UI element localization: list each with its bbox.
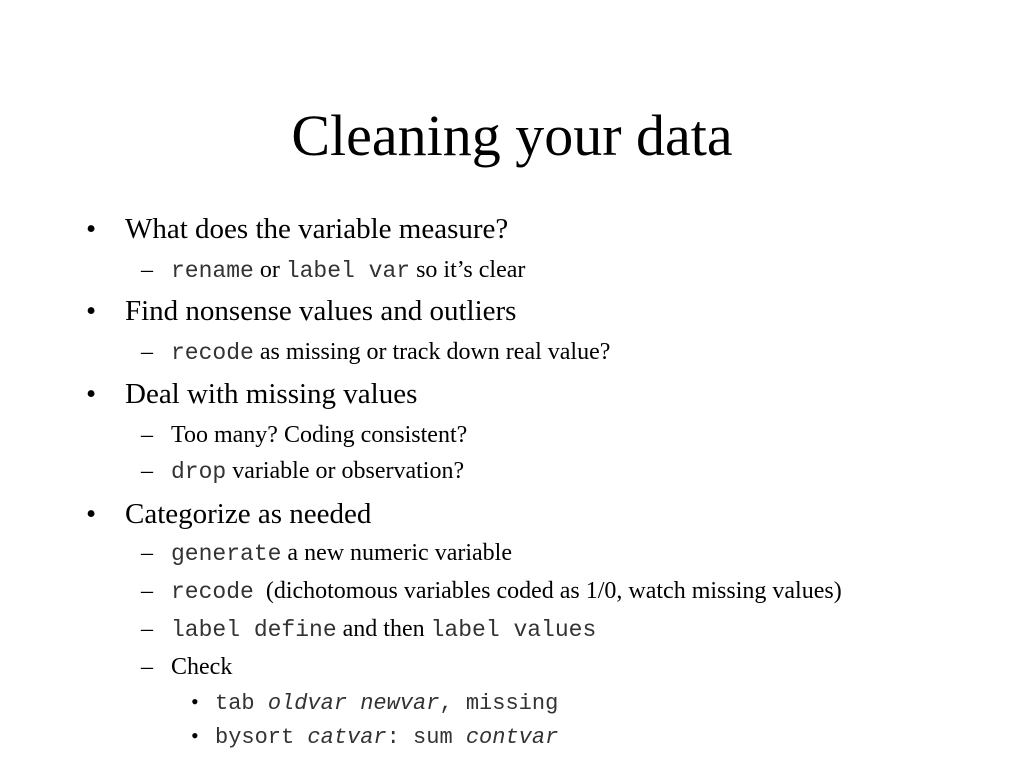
subbullet-label-define [171, 614, 596, 645]
bullet-marker: • [86, 498, 97, 530]
subsubbullet-bysort [215, 722, 558, 752]
bullet-marker: • [86, 295, 97, 327]
subbullet-rename-label-var [171, 255, 525, 286]
code-contvar: contvar [465, 725, 559, 750]
bullet-marker-small: • [191, 689, 199, 714]
code-sum: : sum [386, 725, 466, 750]
code-recode: recode [171, 340, 254, 366]
code-oldvar-newvar: oldvar newvar [267, 691, 440, 716]
slide-title: Cleaning your data [291, 103, 733, 168]
code-drop: drop [171, 459, 227, 485]
bullet-categorize: Categorize as needed [125, 498, 372, 530]
subsubbullet-tab [215, 688, 558, 718]
code-missing: , missing [439, 691, 559, 716]
text-dichotomous: (dichotomous variables coded as 1/0, watch missing values) [253, 578, 842, 604]
text-new-numeric-variable: a new numeric variable [281, 540, 512, 566]
text-variable-or-observation: variable or observation? [226, 458, 465, 484]
dash-marker: – [141, 257, 153, 283]
text-as-missing: as missing or track down real value? [253, 339, 611, 365]
bullet-marker-small: • [191, 723, 199, 748]
bullet-marker: • [86, 213, 97, 245]
bullet-marker: • [86, 378, 97, 410]
subbullet-generate [171, 538, 512, 569]
bullet-deal-with-missing: Deal with missing values [125, 378, 418, 410]
text-so-its-clear: so it’s clear [410, 257, 526, 283]
bullet-what-does-variable-measure: What does the variable measure? [125, 213, 509, 245]
dash-marker: – [141, 540, 153, 566]
bullet-find-nonsense-values: Find nonsense values and outliers [125, 295, 517, 327]
text-or: or [253, 257, 286, 283]
code-tab: tab [215, 691, 268, 716]
code-label-define: label define [171, 617, 337, 643]
dash-marker: – [141, 654, 153, 680]
dash-marker: – [141, 458, 153, 484]
subbullet-drop [171, 456, 464, 487]
code-label-values: label values [430, 617, 597, 643]
code-bysort: bysort [215, 725, 308, 750]
subbullet-recode-dichotomous [171, 576, 842, 607]
code-catvar: catvar [307, 725, 387, 750]
dash-marker: – [141, 339, 153, 365]
dash-marker: – [141, 422, 153, 448]
subbullet-check: Check [171, 654, 233, 680]
dash-marker: – [141, 616, 153, 642]
code-recode: recode [171, 579, 254, 605]
code-rename: rename [171, 258, 254, 284]
dash-marker: – [141, 578, 153, 604]
subbullet-too-many: Too many? Coding consistent? [171, 422, 468, 448]
subbullet-recode-missing [171, 337, 610, 368]
text-and-then: and then [336, 616, 431, 642]
code-label-var: label var [285, 258, 411, 284]
code-generate: generate [171, 541, 282, 567]
